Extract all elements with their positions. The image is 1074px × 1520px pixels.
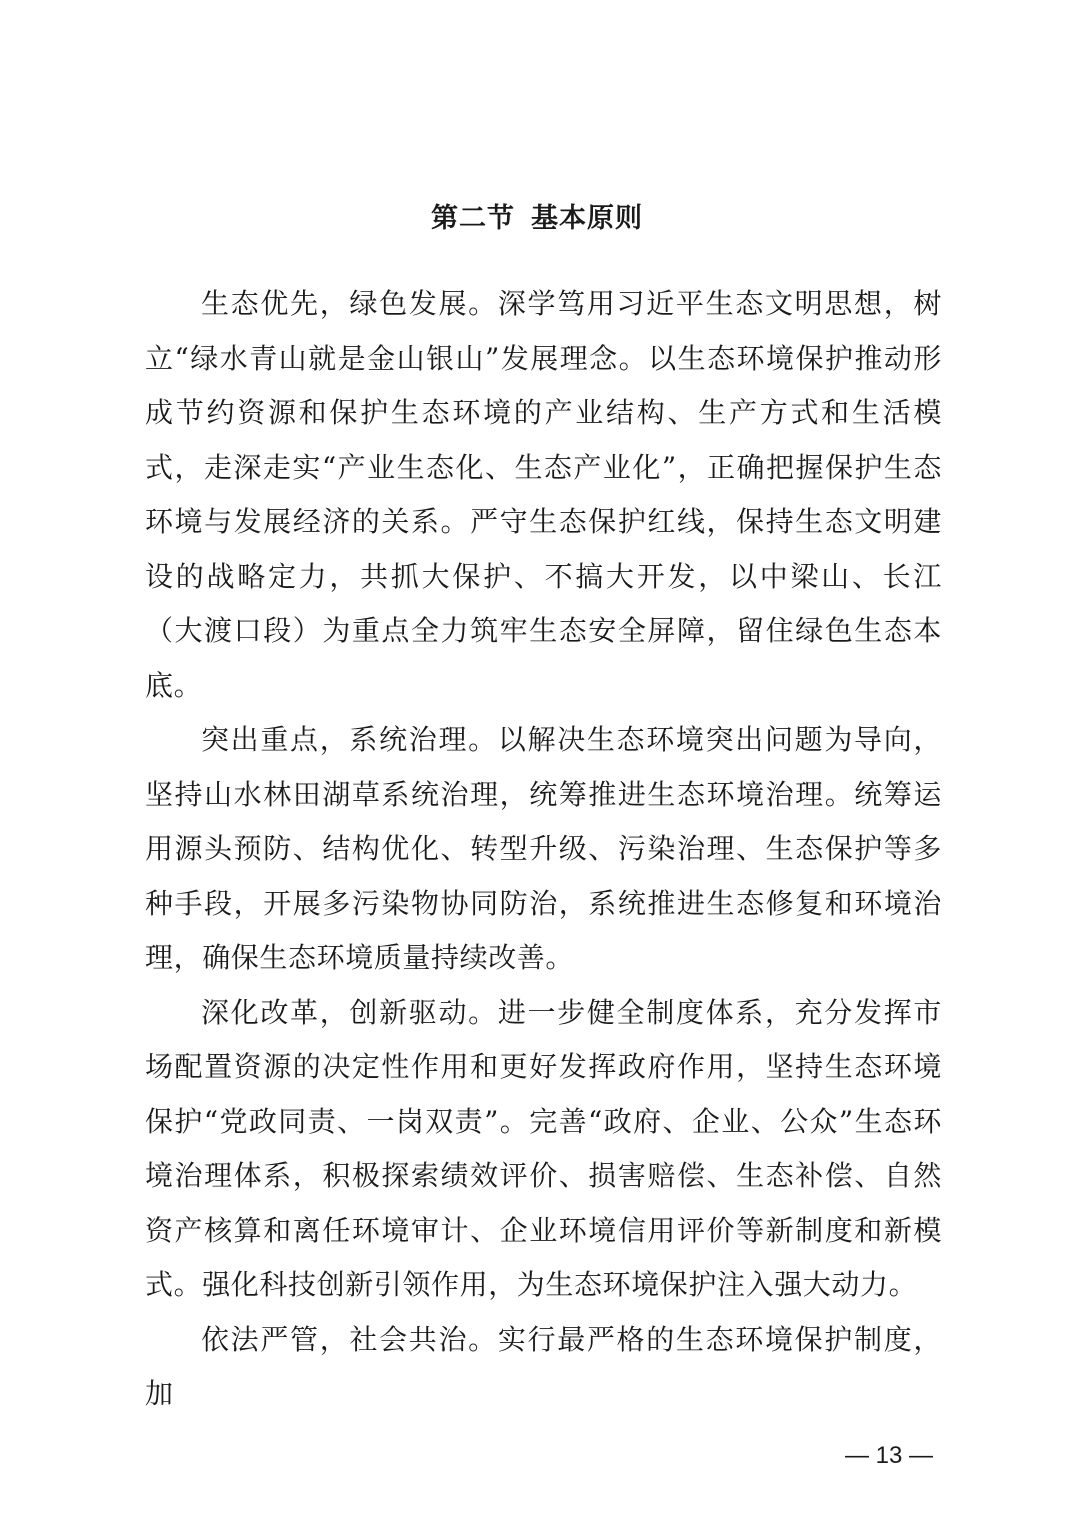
- paragraph-text: 以解决生态环境突出问题为导向，坚持山水林田湖草系统治理，统筹推进生态环境治理。统筹运用源头预防、结构优化、转型升级、污染治理、生态保护等多种手段，开展多污染物协同防治，系统推进生态修复和环境治理，确保生态环境质量持续改善。: [145, 723, 942, 974]
- paragraph-text: 进一步健全制度体系，充分发挥市场配置资源的决定性作用和更好发挥政府作用，坚持生态环境保护“党政同责、一岗双责”。完善“政府、企业、公众”生态环境治理体系，积极探索绩效评价、损害赔偿、生态补偿、自然资产核算和离任环境审计、企业环境信用评价等新制度和新模式。强化科技创新引领作用，为生态环境保护注入强大动力。: [145, 995, 942, 1301]
- paragraph-lead: 突出重点，系统治理。: [201, 723, 498, 756]
- paragraph: [145, 1313, 942, 1422]
- paragraph-text: 实行最严格的生态环境保护制度，加: [145, 1322, 942, 1410]
- section-label: 第二节: [431, 203, 515, 234]
- paragraph-text: 深学笃用习近平生态文明思想，树立“绿水青山就是金山银山”发展理念。以生态环境保护推动形成节约资源和保护生态环境的产业结构、生产方式和生活模式，走深走实“产业生态化、生态产业化”，正确把握保护生态环境与发展经济的关系。严守生态保护红线，保持生态文明建设的战略定力，共抓大保护、不搞大开发，以中梁山、长江（大渡口段）为重点全力筑牢生态安全屏障，留住绿色生态本底。: [145, 287, 942, 702]
- paragraph-lead: 依法严管，社会共治。: [201, 1322, 498, 1356]
- paragraph: [145, 277, 942, 713]
- paragraph-lead: 深化改革，创新驱动。: [201, 995, 498, 1029]
- page-number: — 13 —: [844, 1442, 934, 1469]
- section-heading: [0, 196, 1074, 235]
- paragraph-lead: 生态优先，绿色发展。: [201, 287, 498, 320]
- section-title: 基本原则: [531, 203, 643, 234]
- paragraph: [145, 713, 942, 986]
- paragraph: [145, 986, 942, 1313]
- body-text: [145, 277, 942, 1422]
